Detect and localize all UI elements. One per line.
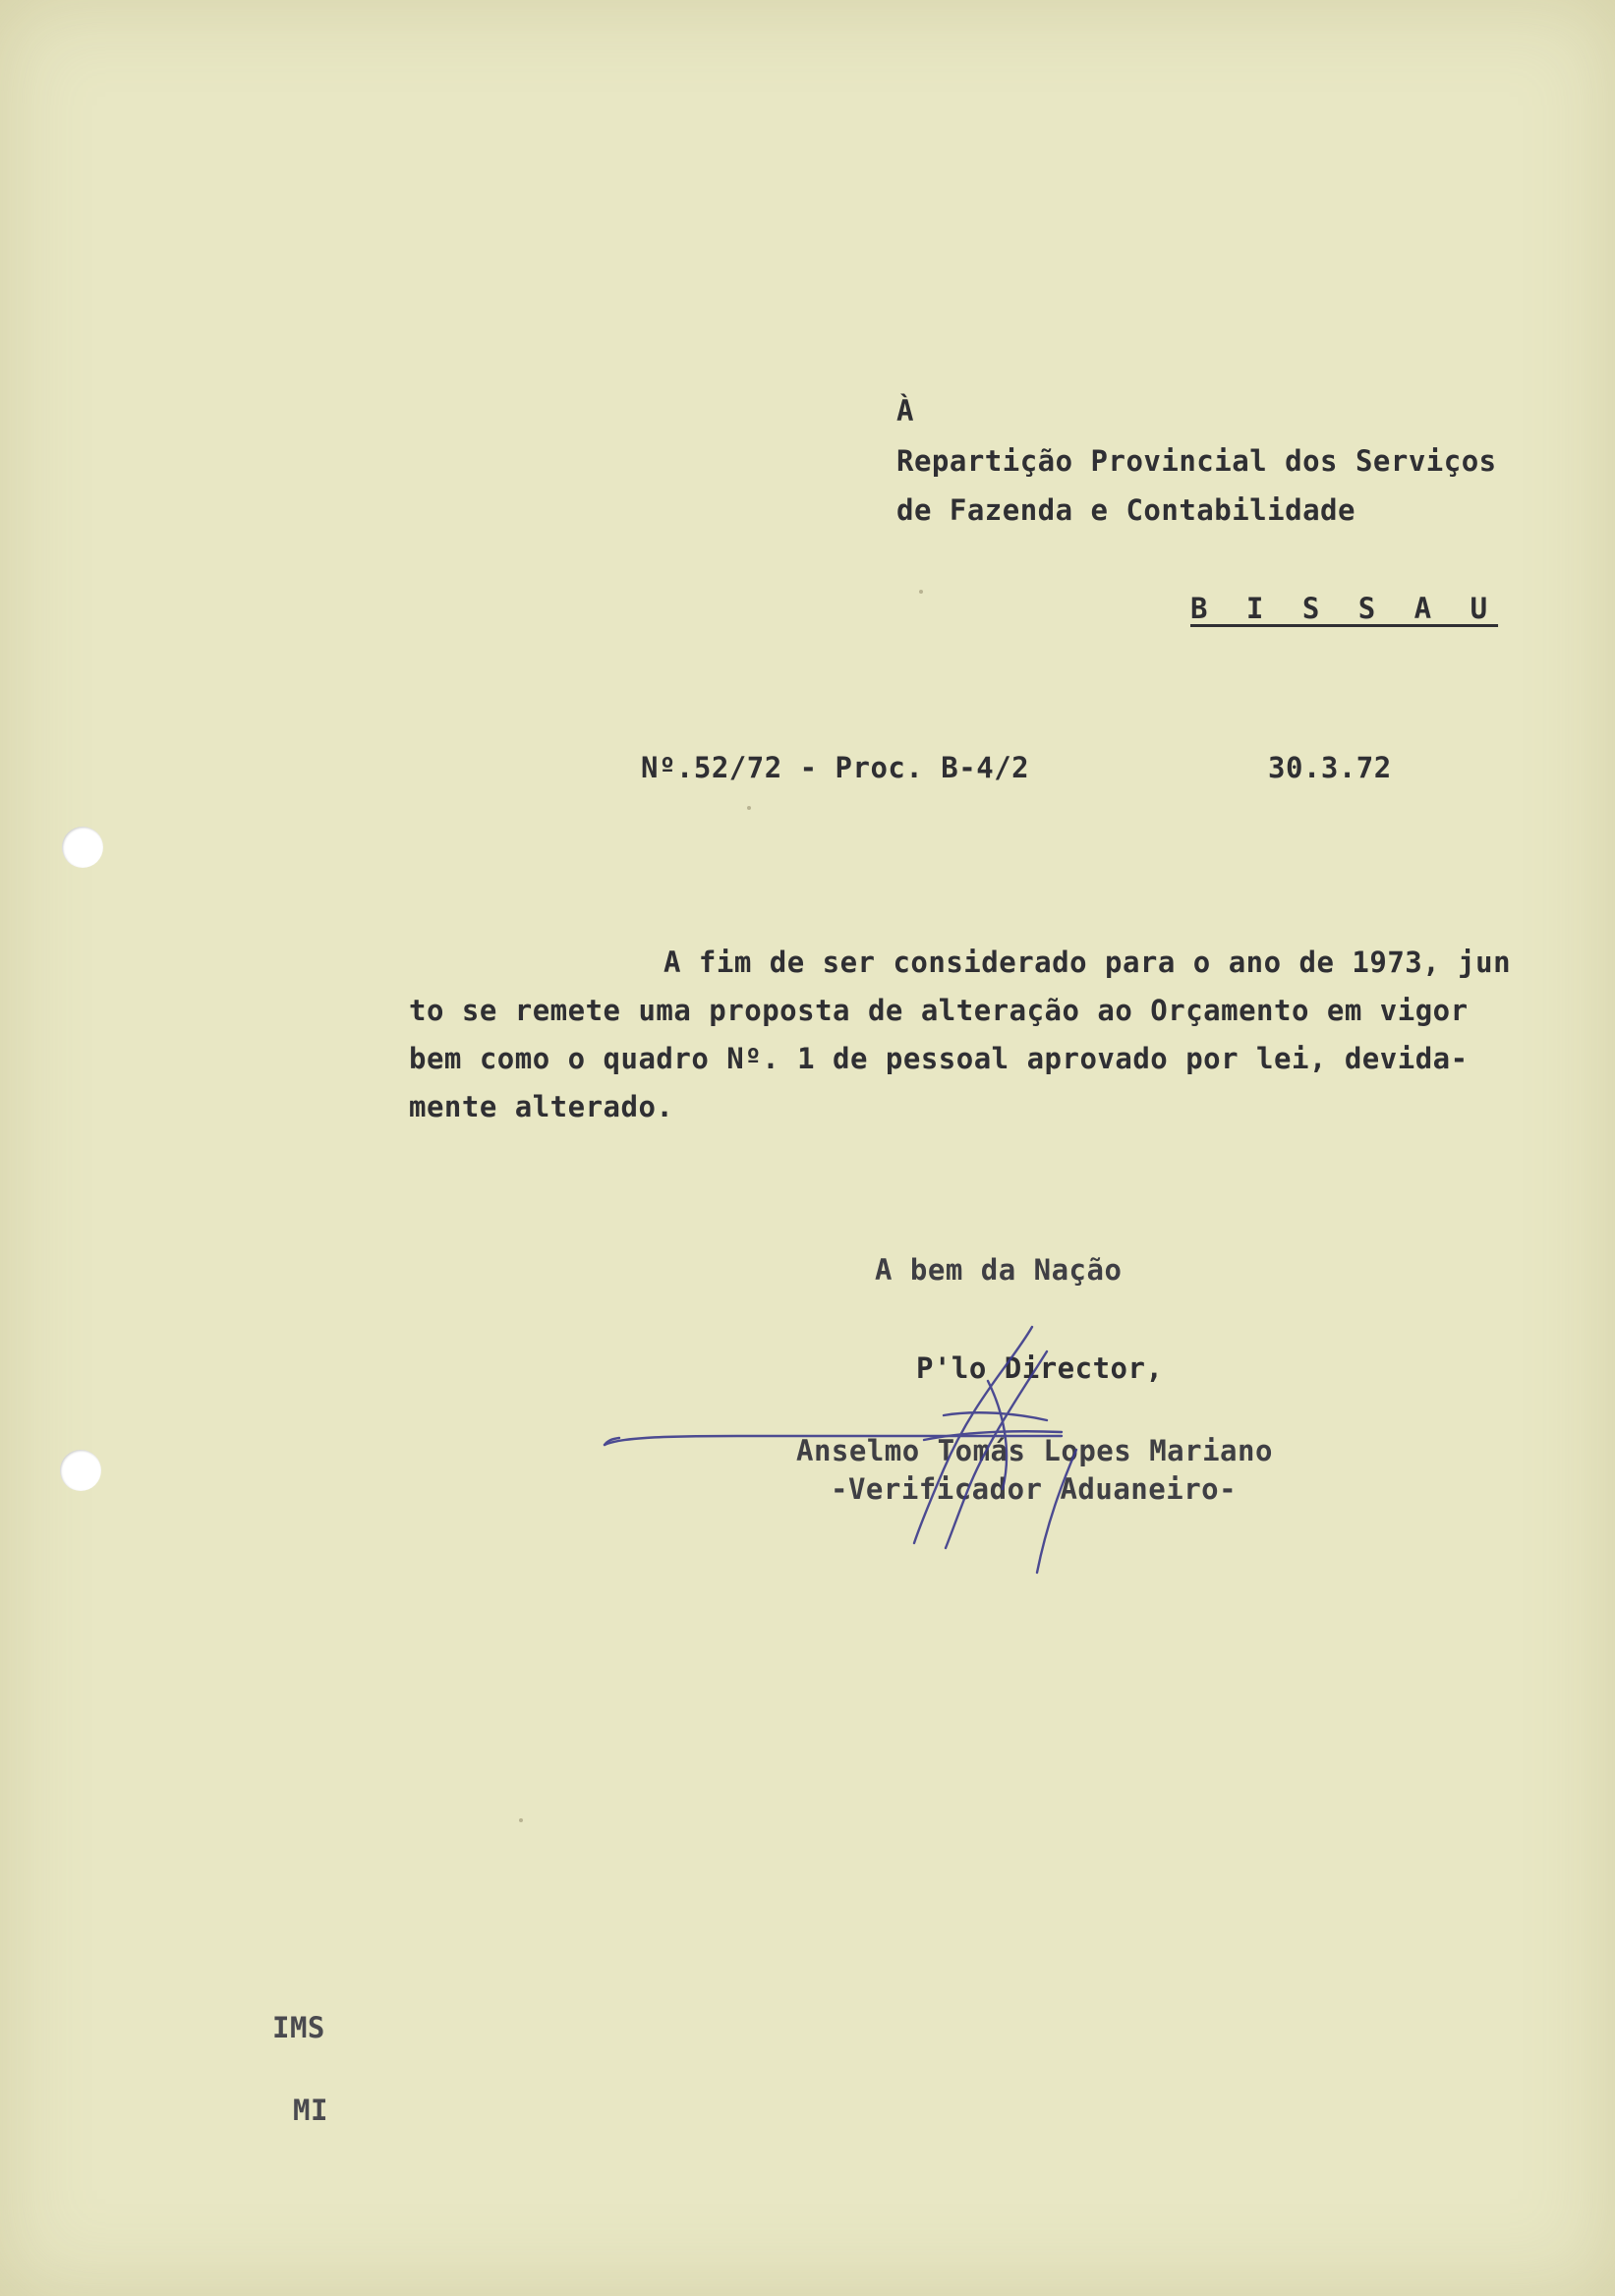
handwritten-signature [600, 1322, 1111, 1587]
recipient-prefix: À [896, 394, 914, 428]
initials-line-1: IMS [272, 2011, 325, 2044]
paper-speck [519, 1818, 523, 1822]
recipient-city: B I S S A U [1190, 592, 1499, 625]
signatory-title: -Verificador Aduaneiro- [831, 1472, 1238, 1506]
reference-number: Nº.52/72 - Proc. B-4/2 [641, 751, 1030, 784]
body-line-1: A fim de ser considerado para o ano de 1973, jun [663, 946, 1512, 979]
punch-hole-top [62, 827, 103, 868]
closing-salutation: A bem da Nação [875, 1253, 1123, 1287]
recipient-line-1: Repartição Provincial dos Serviços [896, 444, 1497, 478]
paper-speck [747, 806, 751, 810]
initials-line-2: MI [293, 2094, 328, 2127]
on-behalf-line: P'lo Director, [916, 1351, 1164, 1385]
paper-speck [919, 590, 923, 594]
document-date: 30.3.72 [1268, 751, 1392, 784]
body-line-4: mente alterado. [409, 1090, 674, 1123]
signatory-name: Anselmo Tomás Lopes Mariano [796, 1434, 1273, 1467]
body-line-2: to se remete uma proposta de alteração ao Orçamento em vigor [409, 994, 1469, 1027]
punch-hole-bottom [60, 1450, 101, 1491]
body-line-3: bem como o quadro Nº. 1 de pessoal aprovado por lei, devida- [409, 1042, 1469, 1075]
recipient-line-2: de Fazenda e Contabilidade [896, 493, 1355, 527]
